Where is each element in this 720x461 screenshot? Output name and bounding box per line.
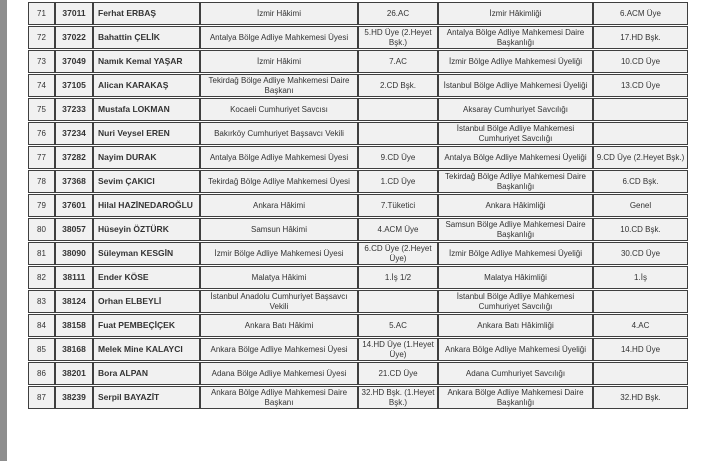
cell-name: Serpil BAYAZİT	[93, 386, 200, 409]
cell-current-title: Bakırköy Cumhuriyet Başsavcı Vekili	[200, 122, 358, 145]
cell-registry-number: 38090	[55, 242, 93, 265]
cell-row-number: 87	[28, 386, 55, 409]
cell-current-division: 7.AC	[358, 50, 438, 73]
cell-name: Bora ALPAN	[93, 362, 200, 385]
cell-name: Sevim ÇAKICI	[93, 170, 200, 193]
table-row	[28, 74, 688, 97]
cell-registry-number: 38057	[55, 218, 93, 241]
table-row	[28, 386, 688, 409]
cell-registry-number: 38124	[55, 290, 93, 313]
cell-row-number: 79	[28, 194, 55, 217]
cell-current-title: Tekirdağ Bölge Adliye Mahkemesi Üyesi	[200, 170, 358, 193]
cell-name: Namık Kemal YAŞAR	[93, 50, 200, 73]
cell-name: Bahattin ÇELİK	[93, 26, 200, 49]
cell-current-division: 2.CD Bşk.	[358, 74, 438, 97]
cell-row-number: 82	[28, 266, 55, 289]
table-row	[28, 122, 688, 145]
cell-name: Ender KÖSE	[93, 266, 200, 289]
cell-current-division: 9.CD Üye	[358, 146, 438, 169]
cell-new-division: 14.HD Üye	[593, 338, 688, 361]
cell-current-title: Adana Bölge Adliye Mahkemesi Üyesi	[200, 362, 358, 385]
cell-new-division	[593, 290, 688, 313]
cell-new-division: 30.CD Üye	[593, 242, 688, 265]
cell-current-title: Antalya Bölge Adliye Mahkemesi Üyesi	[200, 146, 358, 169]
cell-current-title: İzmir Hâkimi	[200, 50, 358, 73]
cell-row-number: 78	[28, 170, 55, 193]
table-row	[28, 338, 688, 361]
cell-new-post: İstanbul Bölge Adliye Mahkemesi Cumhuriyet Savcılığı	[438, 290, 593, 313]
cell-registry-number: 38158	[55, 314, 93, 337]
cell-new-post: Antalya Bölge Adliye Mahkemesi Daire Başkanlığı	[438, 26, 593, 49]
cell-registry-number: 37601	[55, 194, 93, 217]
cell-current-title: Ankara Bölge Adliye Mahkemesi Üyesi	[200, 338, 358, 361]
cell-registry-number: 37282	[55, 146, 93, 169]
cell-new-post: Malatya Hâkimliği	[438, 266, 593, 289]
table-row	[28, 98, 688, 121]
cell-new-post: Ankara Bölge Adliye Mahkemesi Üyeliği	[438, 338, 593, 361]
cell-new-post: Ankara Batı Hâkimliği	[438, 314, 593, 337]
cell-row-number: 74	[28, 74, 55, 97]
assignments-table-body	[28, 2, 688, 409]
cell-new-division: 17.HD Bşk.	[593, 26, 688, 49]
cell-new-division: 1.İş	[593, 266, 688, 289]
cell-new-post: Antalya Bölge Adliye Mahkemesi Üyeliği	[438, 146, 593, 169]
cell-new-division	[593, 98, 688, 121]
cell-current-title: Tekirdağ Bölge Adliye Mahkemesi Daire Başkanı	[200, 74, 358, 97]
cell-new-division: 6.CD Bşk.	[593, 170, 688, 193]
cell-current-title: Ankara Bölge Adliye Mahkemesi Daire Başkanı	[200, 386, 358, 409]
cell-current-title: İzmir Hâkimi	[200, 2, 358, 25]
table-row	[28, 170, 688, 193]
cell-new-division	[593, 362, 688, 385]
table-row	[28, 266, 688, 289]
cell-current-division: 5.HD Üye (2.Heyet Bşk.)	[358, 26, 438, 49]
cell-new-division: 6.ACM Üye	[593, 2, 688, 25]
table-row	[28, 146, 688, 169]
cell-registry-number: 37234	[55, 122, 93, 145]
cell-new-division: 10.CD Üye	[593, 50, 688, 73]
cell-new-post: İzmir Bölge Adliye Mahkemesi Üyeliği	[438, 50, 593, 73]
table-row	[28, 242, 688, 265]
cell-row-number: 81	[28, 242, 55, 265]
cell-current-title: İzmir Bölge Adliye Mahkemesi Üyesi	[200, 242, 358, 265]
cell-current-division: 7.Tüketici	[358, 194, 438, 217]
cell-new-division: 13.CD Üye	[593, 74, 688, 97]
cell-current-division: 21.CD Üye	[358, 362, 438, 385]
cell-current-division: 1.İş 1/2	[358, 266, 438, 289]
cell-current-division: 4.ACM Üye	[358, 218, 438, 241]
cell-new-post: İstanbul Bölge Adliye Mahkemesi Cumhuriyet Savcılığı	[438, 122, 593, 145]
cell-name: Melek Mine KALAYCI	[93, 338, 200, 361]
cell-current-division: 14.HD Üye (1.Heyet Üye)	[358, 338, 438, 361]
cell-current-division: 26.AC	[358, 2, 438, 25]
cell-current-title: Ankara Batı Hâkimi	[200, 314, 358, 337]
cell-current-division	[358, 122, 438, 145]
cell-new-division: Genel	[593, 194, 688, 217]
cell-registry-number: 37049	[55, 50, 93, 73]
cell-new-division: 4.AC	[593, 314, 688, 337]
cell-row-number: 72	[28, 26, 55, 49]
cell-current-title: Malatya Hâkimi	[200, 266, 358, 289]
cell-row-number: 76	[28, 122, 55, 145]
cell-current-title: Antalya Bölge Adliye Mahkemesi Üyesi	[200, 26, 358, 49]
cell-registry-number: 38201	[55, 362, 93, 385]
cell-new-post: Tekirdağ Bölge Adliye Mahkemesi Daire Başkanlığı	[438, 170, 593, 193]
cell-current-division: 5.AC	[358, 314, 438, 337]
cell-new-post: İstanbul Bölge Adliye Mahkemesi Üyeliği	[438, 74, 593, 97]
table-row	[28, 314, 688, 337]
cell-current-title: Kocaeli Cumhuriyet Savcısı	[200, 98, 358, 121]
table-row	[28, 50, 688, 73]
cell-new-post: Adana Cumhuriyet Savcılığı	[438, 362, 593, 385]
cell-row-number: 75	[28, 98, 55, 121]
table-row	[28, 290, 688, 313]
table-row	[28, 218, 688, 241]
cell-name: Alican KARAKAŞ	[93, 74, 200, 97]
cell-name: Nuri Veysel EREN	[93, 122, 200, 145]
cell-current-division: 1.CD Üye	[358, 170, 438, 193]
left-margin-bar	[0, 0, 7, 461]
cell-current-title: Samsun Hâkimi	[200, 218, 358, 241]
cell-new-post: İzmir Bölge Adliye Mahkemesi Üyeliği	[438, 242, 593, 265]
cell-name: Fuat PEMBEÇİÇEK	[93, 314, 200, 337]
cell-new-division: 32.HD Bşk.	[593, 386, 688, 409]
table-row	[28, 26, 688, 49]
cell-new-post: Aksaray Cumhuriyet Savcılığı	[438, 98, 593, 121]
cell-current-division	[358, 98, 438, 121]
cell-row-number: 83	[28, 290, 55, 313]
cell-new-post: Ankara Bölge Adliye Mahkemesi Daire Başkanlığı	[438, 386, 593, 409]
cell-name: Mustafa LOKMAN	[93, 98, 200, 121]
cell-name: Orhan ELBEYLİ	[93, 290, 200, 313]
cell-new-division: 9.CD Üye (2.Heyet Bşk.)	[593, 146, 688, 169]
cell-registry-number: 37011	[55, 2, 93, 25]
cell-name: Süleyman KESGİN	[93, 242, 200, 265]
table-row	[28, 2, 688, 25]
cell-registry-number: 38239	[55, 386, 93, 409]
cell-new-post: İzmir Hâkimliği	[438, 2, 593, 25]
cell-registry-number: 37233	[55, 98, 93, 121]
cell-registry-number: 38168	[55, 338, 93, 361]
cell-row-number: 84	[28, 314, 55, 337]
cell-current-division	[358, 290, 438, 313]
cell-new-post: Ankara Hâkimliği	[438, 194, 593, 217]
table-row	[28, 362, 688, 385]
cell-registry-number: 37368	[55, 170, 93, 193]
cell-row-number: 77	[28, 146, 55, 169]
table-row	[28, 194, 688, 217]
cell-row-number: 71	[28, 2, 55, 25]
cell-registry-number: 37022	[55, 26, 93, 49]
cell-name: Hilal HAZİNEDAROĞLU	[93, 194, 200, 217]
cell-row-number: 80	[28, 218, 55, 241]
cell-row-number: 73	[28, 50, 55, 73]
cell-name: Hüseyin ÖZTÜRK	[93, 218, 200, 241]
cell-current-division: 6.CD Üye (2.Heyet Üye)	[358, 242, 438, 265]
cell-new-division	[593, 122, 688, 145]
cell-name: Ferhat ERBAŞ	[93, 2, 200, 25]
cell-registry-number: 38111	[55, 266, 93, 289]
assignments-table	[28, 1, 688, 410]
cell-registry-number: 37105	[55, 74, 93, 97]
cell-current-title: Ankara Hâkimi	[200, 194, 358, 217]
assignments-table-wrap	[28, 1, 688, 410]
cell-new-division: 10.CD Bşk.	[593, 218, 688, 241]
cell-row-number: 85	[28, 338, 55, 361]
cell-current-title: İstanbul Anadolu Cumhuriyet Başsavcı Vekili	[200, 290, 358, 313]
cell-name: Nayim DURAK	[93, 146, 200, 169]
cell-current-division: 32.HD Bşk. (1.Heyet Bşk.)	[358, 386, 438, 409]
cell-row-number: 86	[28, 362, 55, 385]
cell-new-post: Samsun Bölge Adliye Mahkemesi Daire Başkanlığı	[438, 218, 593, 241]
